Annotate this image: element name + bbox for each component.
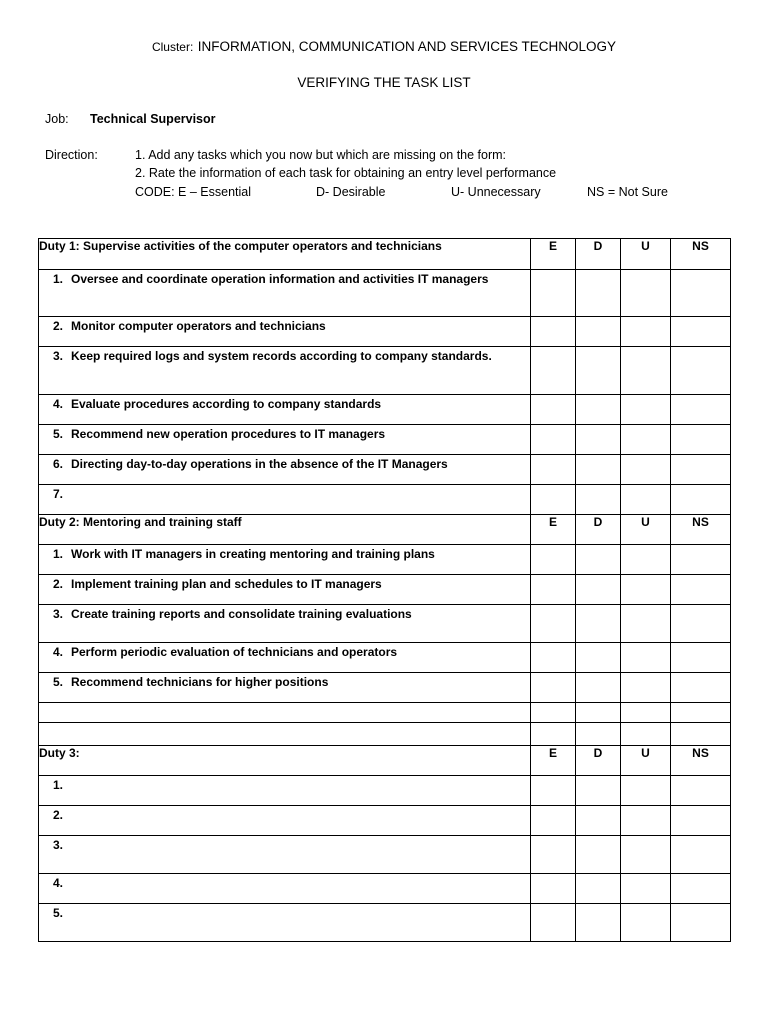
- rating-header-u: U: [621, 239, 671, 270]
- rating-cell-ns[interactable]: [671, 874, 731, 904]
- rating-header-e: E: [531, 239, 576, 270]
- task-text: Directing day-to-day operations in the absence of the IT Managers: [71, 457, 448, 471]
- rating-cell-d[interactable]: [576, 836, 621, 874]
- rating-cell-u[interactable]: [621, 703, 671, 723]
- duty-header-row: [39, 515, 731, 545]
- job-value: Technical Supervisor: [90, 112, 216, 126]
- rating-cell-d[interactable]: [576, 605, 621, 643]
- task-number: 5.: [52, 427, 63, 441]
- rating-cell-e[interactable]: [531, 703, 576, 723]
- rating-cell-e[interactable]: [531, 425, 576, 455]
- table-row: [39, 605, 731, 643]
- task-number: 1.: [52, 272, 63, 286]
- task-text: Recommend new operation procedures to IT managers: [71, 427, 386, 441]
- task-cell: [39, 485, 531, 515]
- rating-cell-ns[interactable]: [671, 605, 731, 643]
- rating-cell-u[interactable]: [621, 673, 671, 703]
- job-label: Job:: [45, 112, 69, 126]
- table-row: [39, 776, 731, 806]
- code-essential: CODE: E – Essential: [135, 185, 252, 199]
- direction-label: Direction:: [45, 148, 98, 162]
- task-number: 4.: [52, 397, 63, 411]
- rating-cell-ns[interactable]: [671, 673, 731, 703]
- rating-cell-ns[interactable]: [671, 643, 731, 673]
- rating-cell-e[interactable]: [531, 270, 576, 317]
- rating-cell-ns[interactable]: [671, 703, 731, 723]
- rating-cell-d[interactable]: [576, 806, 621, 836]
- rating-cell-u[interactable]: [621, 643, 671, 673]
- task-text: Perform periodic evaluation of technicians and operators: [71, 645, 398, 659]
- task-number: 3.: [52, 349, 63, 363]
- rating-cell-d[interactable]: [576, 776, 621, 806]
- task-cell: [39, 455, 531, 485]
- task-number: 3.: [52, 607, 63, 621]
- rating-cell-e[interactable]: [531, 643, 576, 673]
- task-number: 2.: [52, 808, 63, 822]
- rating-cell-e[interactable]: [531, 395, 576, 425]
- rating-cell-d[interactable]: [576, 270, 621, 317]
- rating-cell-ns[interactable]: [671, 776, 731, 806]
- code-desirable: D- Desirable: [316, 185, 386, 199]
- duty-title: Duty 1: Supervise activities of the computer operators and technicians: [39, 239, 531, 270]
- rating-cell-u[interactable]: [621, 317, 671, 347]
- rating-cell-ns[interactable]: [671, 485, 731, 515]
- task-cell: [39, 545, 531, 575]
- task-cell: [39, 317, 531, 347]
- table-row: [39, 673, 731, 703]
- rating-cell-e[interactable]: [531, 317, 576, 347]
- rating-header-u: U: [621, 746, 671, 776]
- rating-cell-u[interactable]: [621, 455, 671, 485]
- rating-cell-d[interactable]: [576, 455, 621, 485]
- rating-header-ns: NS: [671, 746, 731, 776]
- rating-cell-d[interactable]: [576, 575, 621, 605]
- task-number: 5.: [52, 906, 63, 920]
- rating-header-ns: NS: [671, 515, 731, 545]
- task-number: 2.: [52, 577, 63, 591]
- rating-cell-ns[interactable]: [671, 317, 731, 347]
- table-row: [39, 425, 731, 455]
- table-row: [39, 455, 731, 485]
- rating-header-ns: NS: [671, 239, 731, 270]
- rating-cell-d[interactable]: [576, 643, 621, 673]
- rating-cell-ns[interactable]: [671, 270, 731, 317]
- page-title: VERIFYING THE TASK LIST: [297, 75, 471, 90]
- rating-header-e: E: [531, 746, 576, 776]
- table-row: [39, 545, 731, 575]
- task-cell: [39, 703, 531, 723]
- code-not-sure: NS = Not Sure: [587, 185, 668, 199]
- rating-header-e: E: [531, 515, 576, 545]
- rating-cell-d[interactable]: [576, 703, 621, 723]
- rating-cell-u[interactable]: [621, 545, 671, 575]
- table-row: [39, 575, 731, 605]
- task-text: Implement training plan and schedules to IT managers: [71, 577, 382, 591]
- rating-cell-e[interactable]: [531, 776, 576, 806]
- task-text: Monitor computer operators and technicians: [71, 319, 326, 333]
- duty-title: Duty 2: Mentoring and training staff: [39, 515, 531, 545]
- cluster-line: [0, 38, 768, 56]
- task-text: Work with IT managers in creating mentoring and training plans: [71, 547, 435, 561]
- rating-cell-u[interactable]: [621, 874, 671, 904]
- rating-cell-u[interactable]: [621, 347, 671, 395]
- direction-1: 1. Add any tasks which you now but which are missing on the form:: [135, 148, 507, 162]
- task-cell: [39, 776, 531, 806]
- rating-header-d: D: [576, 746, 621, 776]
- task-number: 7.: [52, 487, 63, 501]
- rating-header-d: D: [576, 239, 621, 270]
- task-cell: [39, 347, 531, 395]
- rating-cell-d[interactable]: [576, 347, 621, 395]
- rating-cell-d[interactable]: [576, 395, 621, 425]
- task-cell: [39, 395, 531, 425]
- task-text: Keep required logs and system records according to company standards.: [71, 349, 492, 363]
- task-number: 2.: [52, 319, 63, 333]
- rating-header-u: U: [621, 515, 671, 545]
- rating-cell-u[interactable]: [621, 485, 671, 515]
- task-number: 4.: [52, 645, 63, 659]
- table-row: [39, 806, 731, 836]
- table-row: [39, 874, 731, 904]
- rating-cell-d[interactable]: [576, 485, 621, 515]
- task-cell: [39, 904, 531, 942]
- table-row: [39, 904, 731, 942]
- task-cell: [39, 723, 531, 746]
- rating-cell-u[interactable]: [621, 605, 671, 643]
- rating-cell-ns[interactable]: [671, 575, 731, 605]
- rating-cell-d[interactable]: [576, 673, 621, 703]
- rating-cell-e[interactable]: [531, 806, 576, 836]
- rating-cell-ns[interactable]: [671, 836, 731, 874]
- task-cell: [39, 425, 531, 455]
- table-row: [39, 703, 731, 723]
- task-cell: [39, 643, 531, 673]
- rating-cell-u[interactable]: [621, 575, 671, 605]
- rating-cell-d[interactable]: [576, 545, 621, 575]
- cluster-value: INFORMATION, COMMUNICATION AND SERVICES TECHNOLOGY: [197, 39, 617, 54]
- rating-cell-e[interactable]: [531, 605, 576, 643]
- table-row: [39, 836, 731, 874]
- duty-title: Duty 3:: [39, 746, 531, 776]
- direction-2: 2. Rate the information of each task for obtaining an entry level performance: [135, 166, 557, 180]
- task-number: 1.: [52, 547, 63, 561]
- rating-cell-e[interactable]: [531, 347, 576, 395]
- rating-cell-d[interactable]: [576, 723, 621, 746]
- rating-cell-u[interactable]: [621, 723, 671, 746]
- rating-cell-u[interactable]: [621, 270, 671, 317]
- task-number: 1.: [52, 778, 63, 792]
- rating-cell-u[interactable]: [621, 395, 671, 425]
- task-text: Recommend technicians for higher positions: [71, 675, 329, 689]
- rating-cell-e[interactable]: [531, 874, 576, 904]
- rating-cell-u[interactable]: [621, 776, 671, 806]
- rating-cell-u[interactable]: [621, 425, 671, 455]
- task-cell: [39, 270, 531, 317]
- rating-cell-ns[interactable]: [671, 545, 731, 575]
- task-number: 6.: [52, 457, 63, 471]
- table-row: [39, 643, 731, 673]
- cluster-label: Cluster:: [151, 40, 194, 54]
- task-cell: [39, 874, 531, 904]
- task-number: 4.: [52, 876, 63, 890]
- rating-cell-e[interactable]: [531, 545, 576, 575]
- rating-cell-u[interactable]: [621, 836, 671, 874]
- code-unnecessary: U- Unnecessary: [451, 185, 541, 199]
- task-text: Oversee and coordinate operation information and activities IT managers: [71, 272, 489, 286]
- task-cell: [39, 605, 531, 643]
- rating-cell-ns[interactable]: [671, 395, 731, 425]
- task-cell: [39, 575, 531, 605]
- rating-cell-u[interactable]: [621, 904, 671, 942]
- task-list-table: [38, 238, 731, 942]
- rating-cell-d[interactable]: [576, 425, 621, 455]
- table-row: [39, 395, 731, 425]
- rating-cell-ns[interactable]: [671, 425, 731, 455]
- task-number: 5.: [52, 675, 63, 689]
- task-cell: [39, 806, 531, 836]
- duty-header-row: [39, 239, 731, 270]
- task-cell: [39, 836, 531, 874]
- table-row: [39, 723, 731, 746]
- duty-header-row: [39, 746, 731, 776]
- rating-cell-e[interactable]: [531, 904, 576, 942]
- rating-cell-d[interactable]: [576, 874, 621, 904]
- task-number: 3.: [52, 838, 63, 852]
- rating-cell-ns[interactable]: [671, 806, 731, 836]
- rating-cell-ns[interactable]: [671, 455, 731, 485]
- table-row: [39, 317, 731, 347]
- rating-cell-ns[interactable]: [671, 904, 731, 942]
- table-row: [39, 270, 731, 317]
- rating-cell-d[interactable]: [576, 904, 621, 942]
- rating-cell-d[interactable]: [576, 317, 621, 347]
- rating-cell-e[interactable]: [531, 455, 576, 485]
- rating-cell-e[interactable]: [531, 575, 576, 605]
- rating-cell-e[interactable]: [531, 673, 576, 703]
- rating-cell-ns[interactable]: [671, 723, 731, 746]
- rating-cell-e[interactable]: [531, 723, 576, 746]
- task-cell: [39, 673, 531, 703]
- task-text: Create training reports and consolidate training evaluations: [71, 607, 412, 621]
- task-text: Evaluate procedures according to company standards: [71, 397, 382, 411]
- rating-cell-ns[interactable]: [671, 347, 731, 395]
- rating-cell-e[interactable]: [531, 836, 576, 874]
- rating-cell-e[interactable]: [531, 485, 576, 515]
- table-row: [39, 347, 731, 395]
- rating-header-d: D: [576, 515, 621, 545]
- rating-cell-u[interactable]: [621, 806, 671, 836]
- table-row: [39, 485, 731, 515]
